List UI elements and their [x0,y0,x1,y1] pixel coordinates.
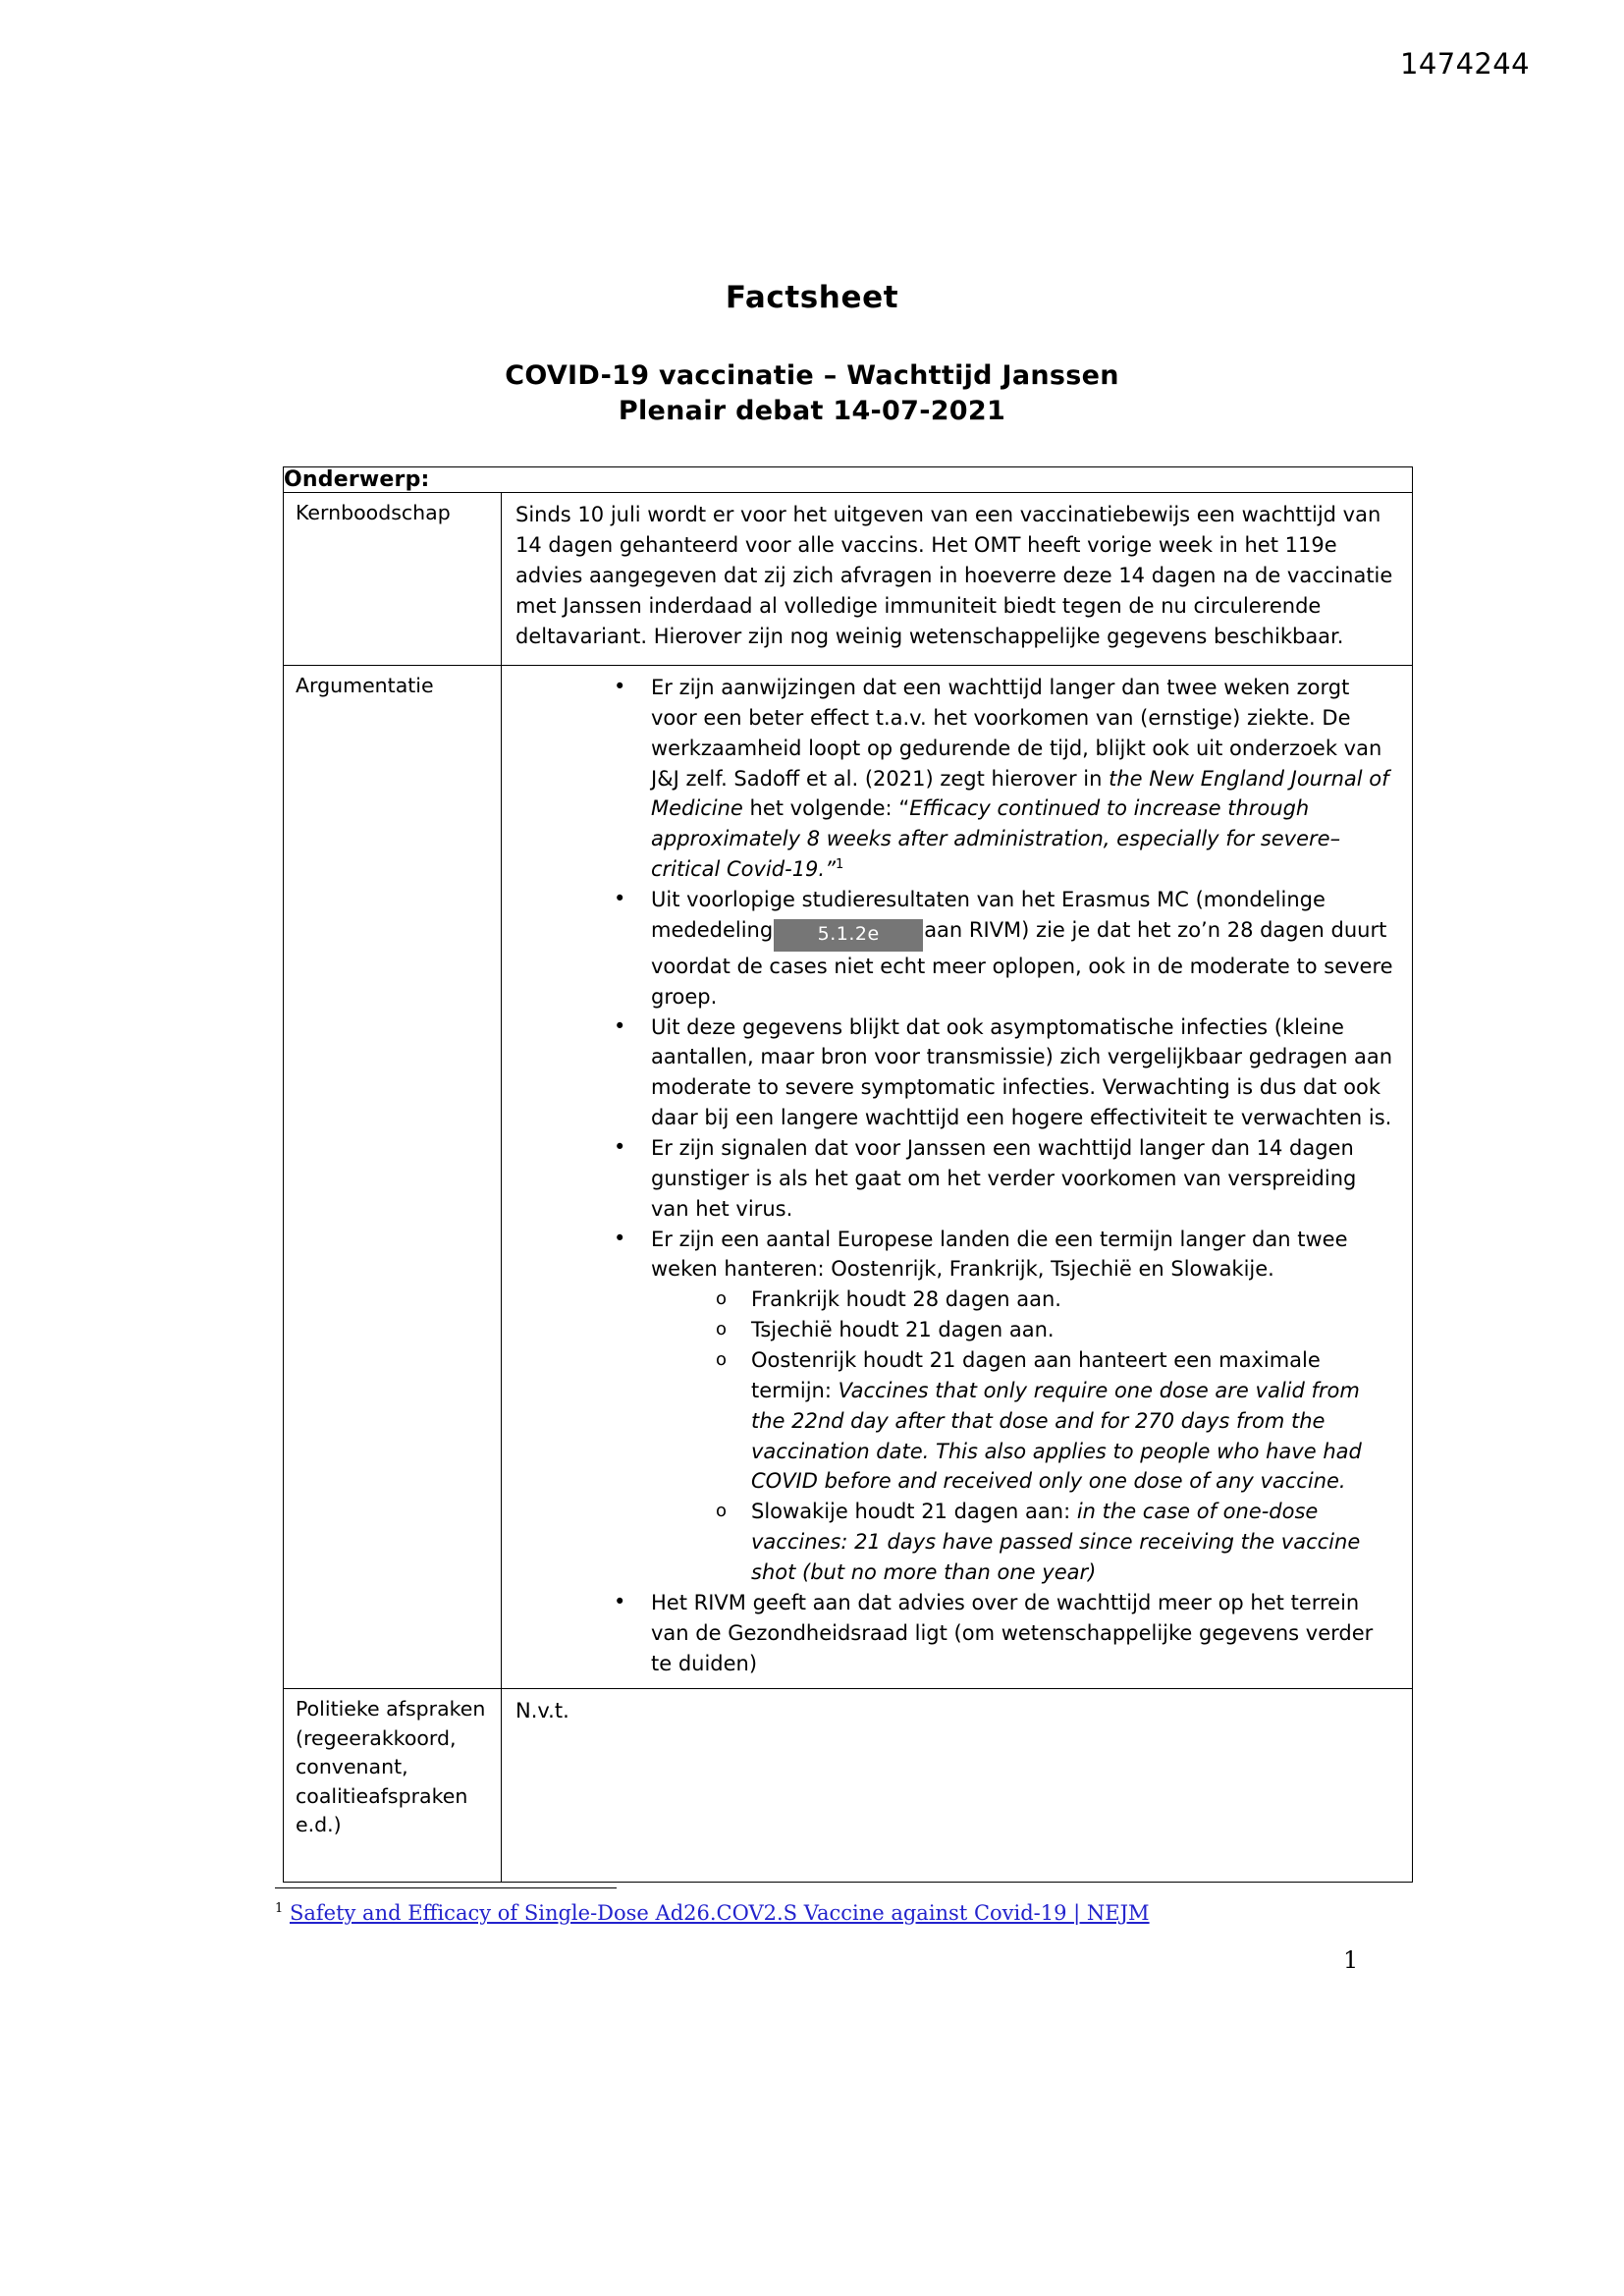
bullet-item-evidence-waiting-period [610,673,1398,885]
footnote-link[interactable]: Safety and Efficacy of Single-Dose Ad26.COV2.S Vaccine against Covid-19 | NEJM [289,1901,1150,1925]
table-row-politieke-afspraken [284,1689,1413,1883]
footnote [275,1901,1150,1925]
subtitle-line-2: Plenair debat 14-07-2021 [618,396,1006,427]
bullet-text-intro: Er zijn een aantal Europese landen die een termijn langer dan twee weken hanteren: Oostenrijk, Frankrijk, Tsjechië en Slowakije. [651,1227,1348,1282]
bullet-item-erasmus-mc [610,885,1398,1012]
document-subtitle [0,358,1624,430]
subbullet-item-czechia: o Tsjechië houdt 21 dagen aan. [712,1315,1398,1345]
argumentatie-label-cell [284,666,502,1689]
slovakia-rule-quote: in the case of one-dose vaccines: 21 days have passed since receiving the vaccine shot (but no more than one year) [751,1500,1361,1584]
subbullet-text-intro: Oostenrijk houdt 21 dagen aan hanteert een maximale termijn: [751,1347,1321,1402]
subbullet-text-intro: Slowakije houdt 21 dagen aan: [751,1500,1077,1524]
table-row-argumentatie [284,666,1413,1689]
kernboodschap-body-cell [502,493,1413,666]
bullet-item-asymptomatic-infections: • Uit deze gegevens blijkt dat ook asymptomatische infecties (kleine aantallen, maar bron voor transmissie) zich vergelijkbaar gedragen aan moderate to severe symptomatic infecties. Verwachting is dus dat ook daar bij een langere wachttijd een hogere effectiviteit te verwachten is. [610,1012,1398,1133]
argumentatie-label: Argumentatie [296,674,434,697]
bullet-text-part-1: Uit voorlopige studieresultaten van het Erasmus MC (mondelinge mededeling [651,888,1326,942]
footnote-marker: 1 [275,1901,284,1916]
subbullet-item-slovakia [712,1497,1398,1588]
title-block [0,280,1624,430]
argumentatie-body [502,666,1412,1688]
kernboodschap-label-cell [284,493,502,666]
table-row-kernboodschap [284,493,1413,666]
bullet-text-part-2: aan RIVM) zie je dat het zo’n 28 dagen duurt voordat de cases niet echt meer oplopen, ook in de moderate to severe groep. [651,917,1393,1009]
page-number: 1 [1343,1946,1359,1974]
bullet-item-european-countries [610,1225,1398,1588]
bullet-item-rivm-advice: • Het RIVM geeft aan dat advies over de wachttijd meer op het terrein van de Gezondheidsraad ligt (om wetenschappelijke gegevens verder te duiden) [610,1588,1398,1679]
subtitle-line-1: COVID-19 vaccinatie – Wachttijd Janssen [505,360,1119,391]
footnote-separator-rule [275,1887,617,1888]
politieke-afspraken-label-cell [284,1689,502,1883]
kernboodschap-label: Kernboodschap [296,501,451,524]
onderwerp-header-cell: Onderwerp: [284,467,1413,493]
subbullet-item-austria [712,1345,1398,1497]
austria-rule-quote: Vaccines that only require one dose are valid from the 22nd day after that dose and for 270 days from the vaccination date. This also applies to people who have had COVID before and received only one dose of any vaccine. [751,1378,1362,1494]
document-number: 1474244 [1400,47,1530,81]
table-row-header [284,467,1413,493]
journal-name: the New England Journal of Medicine [651,766,1389,821]
factsheet-table [283,466,1413,1883]
page-title: Factsheet [725,280,899,315]
redaction-box: 5.1.2e [774,919,923,952]
kernboodschap-body: Sinds 10 juli wordt er voor het uitgeven van een vaccinatiebewijs een wachttijd van 14 dagen gehanteerd voor alle vaccins. Het OMT heeft vorige week in het 119e advies aangegeven dat zij zich afvragen in hoeverre deze 14 dagen na de vaccinatie met Janssen inderdaad al volledige immuniteit biedt tegen de nu circulerende deltavariant. Hierover zijn nog weinig wetenschappelijke gegevens beschikbaar. [515,503,1393,649]
politieke-afspraken-body: N.v.t. [515,1699,569,1723]
bullet-text-part-2: het volgende: “ [742,796,910,821]
bullet-item-janssen-signals: • Er zijn signalen dat voor Janssen een wachttijd langer dan 14 dagen gunstiger is als het gaat om het verder voorkomen van verspreiding van het virus. [610,1133,1398,1225]
subbullet-item-france: o Frankrijk houdt 28 dagen aan. [712,1285,1398,1315]
argumentatie-bullet-list [515,673,1398,1678]
footnote-reference-marker: 1 [835,857,844,873]
argumentatie-body-cell [502,666,1413,1689]
politieke-afspraken-body-cell [502,1689,1413,1883]
european-countries-sublist [651,1285,1398,1588]
nejm-quote: Efficacy continued to increase through approximately 8 weeks after administration, especially for severe–critical Covid-19.” [651,796,1341,882]
politieke-afspraken-label: Politieke afspraken (regeerakkoord, convenant, coalitieafspraken e.d.) [296,1697,486,1837]
bullet-text-part-1: Er zijn aanwijzingen dat een wachttijd langer dan twee weken zorgt voor een beter effect t.a.v. het voorkomen van (ernstige) ziekte. De werkzaamheid loopt op gedurende de tijd, blijkt ook uit onderzoek van J&J zelf. Sadoff et al. (2021) zegt hierover in [651,676,1382,791]
